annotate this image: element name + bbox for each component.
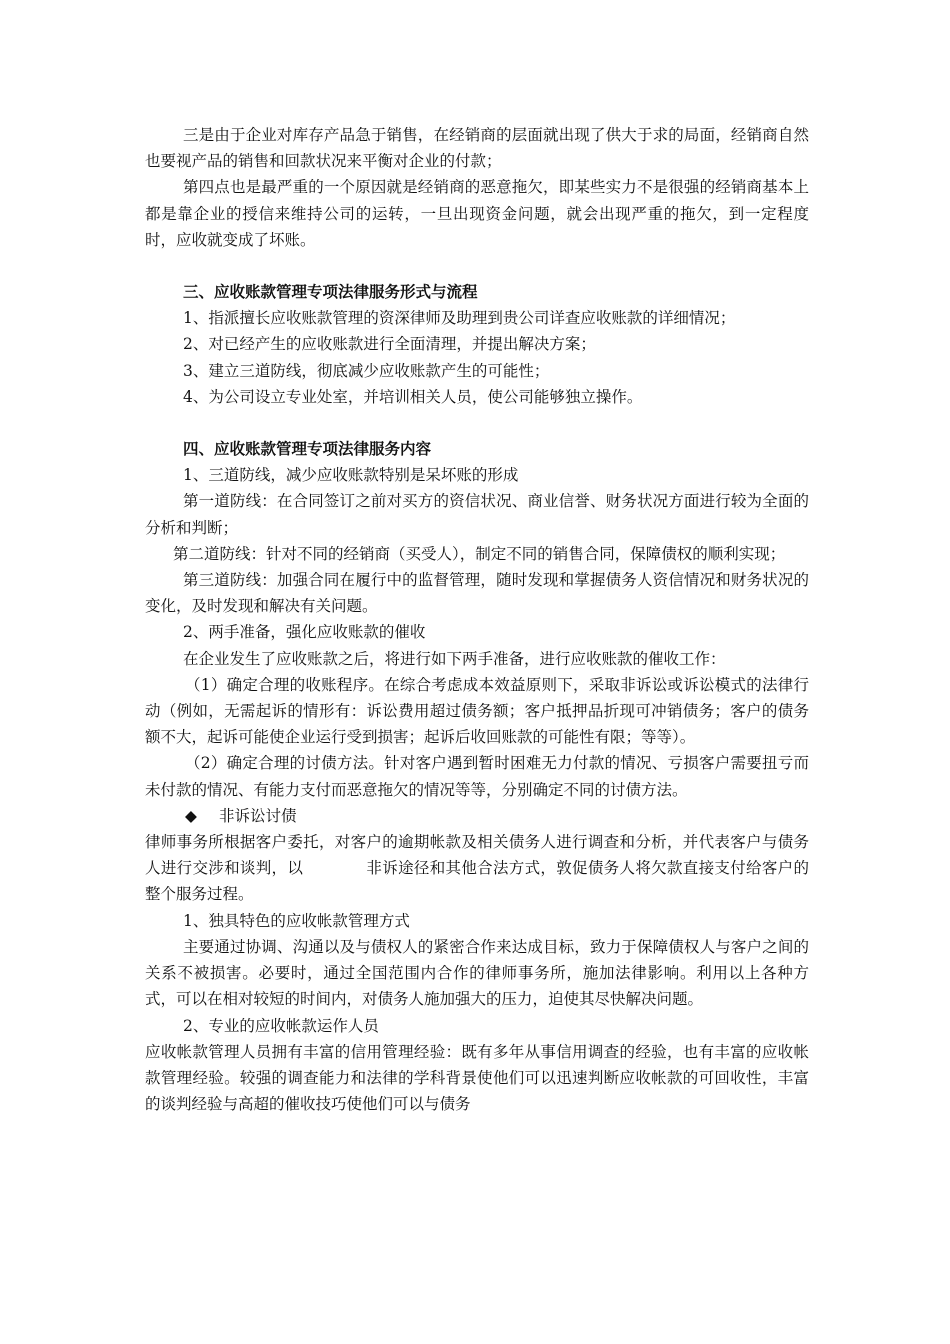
defense-line-three: 第三道防线：加强合同在履行中的监督管理，随时发现和掌握债务人资信情况和财务状况的变化，及时发现和解决有关问题。 (145, 571, 809, 616)
collection-method-item: （2）确定合理的讨债方法。针对客户遇到暂时困难无力付款的情况、亏损客户需要扭亏而未付款的情况、有能力支付而恶意拖欠的情况等等，分别确定不同的讨债方法。 (145, 754, 809, 799)
feature-paragraph-2: 应收帐款管理人员拥有丰富的信用管理经验：既有多年从事信用调查的经验，也有丰富的应收帐款管理经验。较强的调查能力和法律的学科背景使他们可以迅速判断应收帐款的可回收性，丰富的谈判经验与高超的催收技巧使他们可以与债务 (145, 1042, 809, 1114)
diamond-bullet-icon: ◆ (185, 806, 197, 825)
section-four-item-2: 2、两手准备，强化应收账款的催收 (183, 623, 426, 642)
non-litigation-label: 非诉讼讨债 (219, 806, 297, 825)
feature-heading-1: 1、独具特色的应收帐款管理方式 (183, 911, 410, 930)
section-three-item-4: 4、为公司设立专业处室，并培训相关人员，使公司能够独立操作。 (183, 387, 643, 406)
section-four-item-1: 1、三道防线，减少应收账款特别是呆坏账的形成 (183, 466, 519, 485)
preparation-paragraph: 在企业发生了应收账款之后，将进行如下两手准备，进行应收账款的催收工作： (183, 649, 726, 668)
spacer (145, 410, 809, 436)
document-page (145, 122, 809, 1117)
paragraph-reason-three: 三是由于企业对库存产品急于销售，在经销商的层面就出现了供大于求的局面，经销商自然也要视产品的销售和回款状况来平衡对企业的付款； (145, 126, 809, 171)
defense-line-two: 第二道防线：针对不同的经销商（买受人），制定不同的销售合同，保障债权的顺利实现； (173, 544, 786, 563)
feature-paragraph-1: 主要通过协调、沟通以及与债权人的紧密合作来达成目标，致力于保障债权人与客户之间的关系不被损害。必要时，通过全国范围内合作的律师事务所，施加法律影响。利用以上各种方式，可以在相对较短的时间内，对债务人施加强大的压力，迫使其尽快解决问题。 (145, 937, 809, 1009)
section-three-item-1: 1、指派擅长应收账款管理的资深律师及助理到贵公司详查应收账款的详细情况； (183, 309, 736, 328)
section-three-item-2: 2、对已经产生的应收账款进行全面清理，并提出解决方案； (183, 335, 596, 354)
feature-heading-2: 2、专业的应收帐款运作人员 (183, 1016, 379, 1035)
paragraph-reason-four: 第四点也是最严重的一个原因就是经销商的恶意拖欠，即某些实力不是很强的经销商基本上都是靠企业的授信来维持公司的运转，一旦出现资金问题，就会出现严重的拖欠，到一定程度时，应收就变成了坏账。 (145, 178, 809, 249)
spacer (145, 253, 809, 279)
non-litigation-paragraph: 律师事务所根据客户委托，对客户的逾期帐款及相关债务人进行调查和分析，并代表客户与债务人进行交涉和谈判，以 非诉途径和其他合法方式，敦促债务人将欠款直接支付给客户的整个服务过程。 (145, 833, 809, 904)
non-litigation-bullet (145, 803, 809, 829)
section-three-heading: 三、应收账款管理专项法律服务形式与流程 (183, 282, 478, 302)
section-four-heading: 四、应收账款管理专项法律服务内容 (183, 439, 432, 459)
collection-procedure-item: （1）确定合理的收账程序。在综合考虑成本效益原则下，采取非诉讼或诉讼模式的法律行动（例如，无需起诉的情形有：诉讼费用超过债务额；客户抵押品折现可冲销债务；客户的债务额不大，起诉可能使企业运行受到损害；起诉后收回账款的可能性有限；等等）。 (145, 675, 809, 747)
defense-line-one: 第一道防线：在合同签订之前对买方的资信状况、商业信誉、财务状况方面进行较为全面的分析和判断； (145, 492, 809, 537)
section-three-item-3: 3、建立三道防线，彻底减少应收账款产生的可能性； (183, 361, 550, 380)
